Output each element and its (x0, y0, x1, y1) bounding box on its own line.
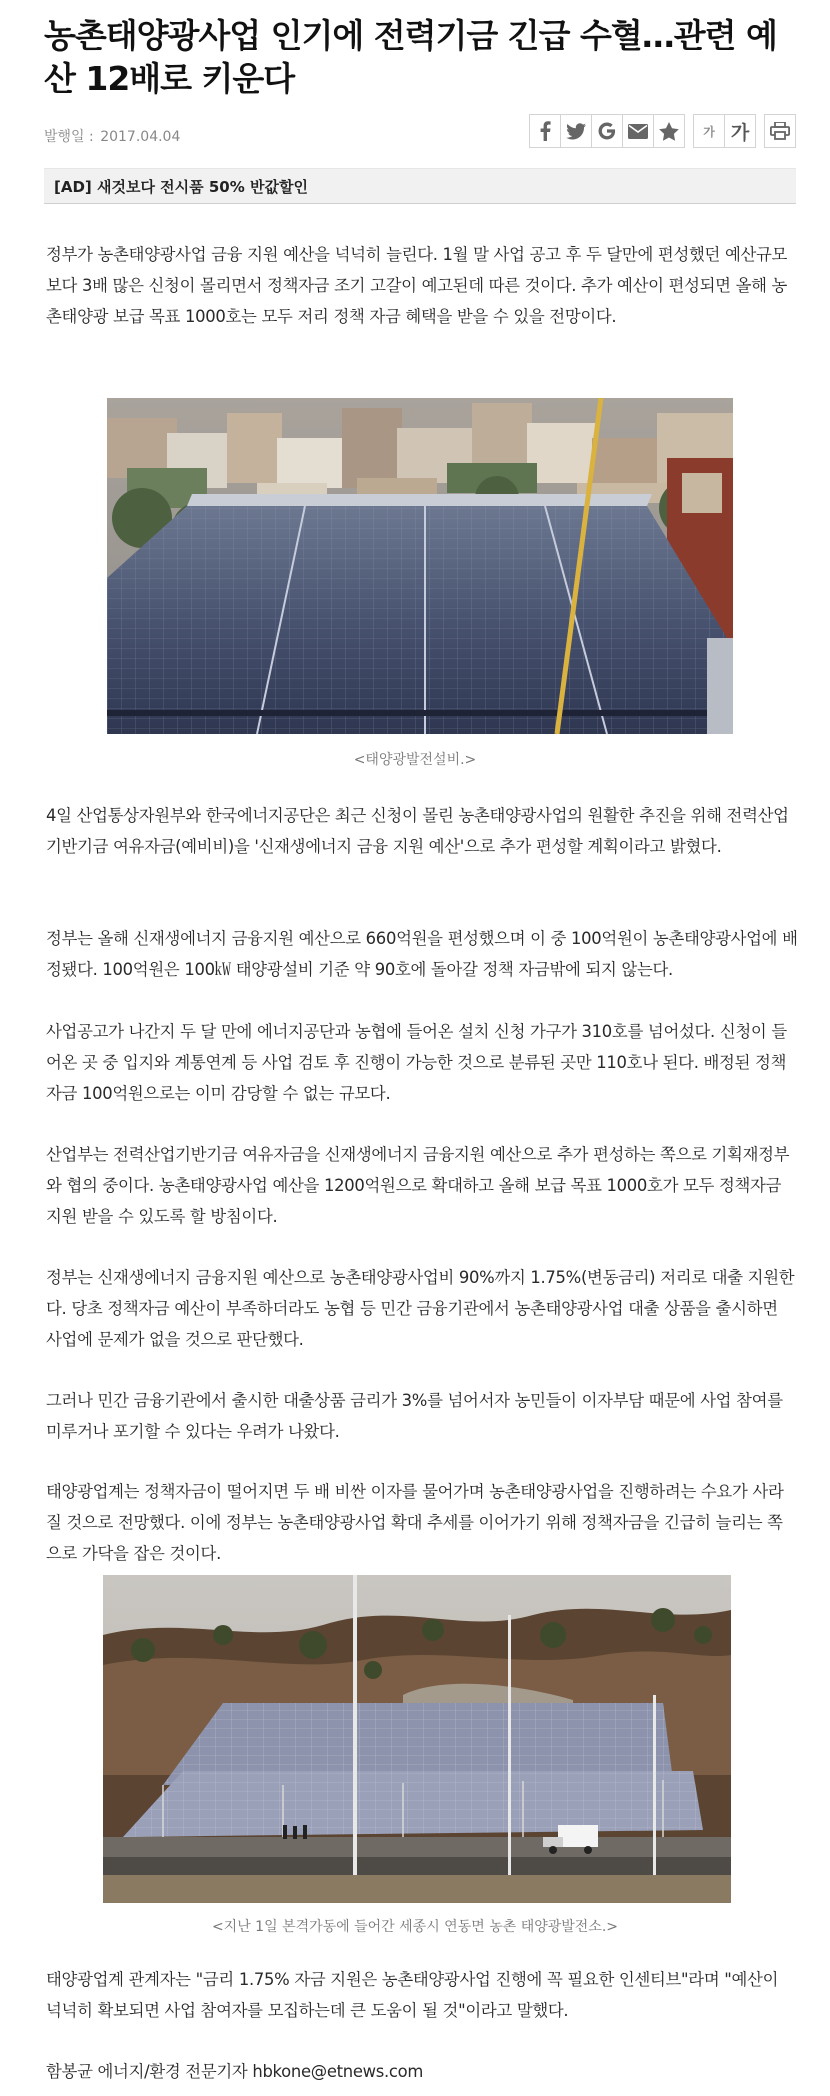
photo-caption-1: <태양광발전설비.> (353, 752, 477, 768)
bookmark-button[interactable] (653, 114, 685, 148)
publish-date-label: 발행일 : (44, 129, 94, 145)
photo-caption-2: <지난 1일 본격가동에 들어간 세종시 연동면 농촌 태양광발전소.> (211, 1919, 619, 1935)
facebook-icon (538, 121, 552, 141)
solar-plant-photo (103, 1575, 731, 1903)
paragraph-7: 그러나 민간 금융기관에서 출시한 대출상품 금리가 3%를 넘어서자 농민들이 이자부담 때문에 사업 참여를 미루거나 포기할 수 있다는 우려가 나왔다. (46, 1391, 783, 1441)
font-larger-button[interactable]: 가 (724, 114, 756, 148)
paragraph-5: 산업부는 전력산업기반기금 여유자금을 신재생에너지 금융지원 예산으로 추가 편성하는 쪽으로 기획재정부와 협의 중이다. 농촌태양광사업 예산을 1200억원으로 확대하고 올해 보급 목표 1000호가 모두 정책자금 지원 받을 수 있도록 할 방침이다. (46, 1145, 790, 1226)
solar-rooftop-photo (107, 398, 733, 734)
twitter-icon (566, 123, 586, 140)
paragraph-8: 태양광업계는 정책자금이 떨어지면 두 배 비싼 이자를 물어가며 농촌태양광사업을 진행하려는 수요가 사라질 것으로 전망했다. 이에 정부는 농촌태양광사업 확대 추세를 이어가기 위해 정책자금을 긴급히 늘리는 쪽으로 가닥을 잡은 것이다. (46, 1482, 784, 1563)
paragraph-1: 정부가 농촌태양광사업 금융 지원 예산을 넉넉히 늘린다. 1월 말 사업 공고 후 두 달만에 편성했던 예산규모 보다 3배 많은 신청이 몰리면서 정책자금 조기 고갈이 예고된데 따른 것이다. 추가 예산이 편성되면 올해 농촌태양광 보급 목표 1000호는 모두 저리 정책 자금 혜택을 받을 수 있을 전망이다. (46, 245, 788, 326)
paragraph-9: 태양광업계 관계자는 "금리 1.75% 자금 지원은 농촌태양광사업 진행에 꼭 필요한 인센티브"라며 "예산이 넉넉히 확보되면 사업 참여자를 모집하는데 큰 도움이 될 것"이라고 말했다. (46, 1970, 779, 2020)
paragraph-6: 정부는 신재생에너지 금융지원 예산으로 농촌태양광사업비 90%까지 1.75%(변동금리) 저리로 대출 지원한다. 당초 정책자금 예산이 부족하더라도 농협 등 민간 금융기관에서 농촌태양광사업 대출 상품을 출시하면 사업에 문제가 없을 것으로 판단했다. (46, 1268, 795, 1349)
byline: 함봉균 에너지/환경 전문기자 hbkone@etnews.com (46, 2062, 423, 2081)
ad-banner[interactable]: [AD] 새것보다 전시품 50% 반값할인 (44, 168, 796, 204)
google-share-button[interactable] (591, 114, 623, 148)
facebook-share-button[interactable] (529, 114, 561, 148)
twitter-share-button[interactable] (560, 114, 592, 148)
print-icon (770, 122, 790, 140)
share-toolbar (530, 114, 796, 148)
paragraph-3: 정부는 올해 신재생에너지 금융지원 예산으로 660억원을 편성했으며 이 중 100억원이 농촌태양광사업에 배정됐다. 100억원은 100㎾ 태양광설비 기준 약 90호에 돌아갈 정책 자금밖에 되지 않는다. (46, 929, 798, 979)
font-smaller-button[interactable]: 가 (693, 114, 725, 148)
article-meta (44, 112, 796, 152)
google-icon (598, 122, 616, 140)
star-icon (659, 122, 679, 141)
print-button[interactable] (764, 114, 796, 148)
paragraph-4: 사업공고가 나간지 두 달 만에 에너지공단과 농협에 들어온 설치 신청 가구가 310호를 넘어섰다. 신청이 들어온 곳 중 입지와 계통연계 등 사업 검토 후 진행이 가능한 것으로 분류된 곳만 110호나 된다. 배정된 정책자금 100억원으로는 이미 감당할 수 없는 규모다. (46, 1022, 787, 1103)
paragraph-2: 4일 산업통상자원부와 한국에너지공단은 최근 신청이 몰린 농촌태양광사업의 원활한 추진을 위해 전력산업기반기금 여유자금(예비비)을 '신재생에너지 금융 지원 예산'으로 추가 편성할 계획이라고 밝혔다. (46, 806, 789, 856)
email-icon (628, 124, 648, 139)
email-share-button[interactable] (622, 114, 654, 148)
article-title: 농촌태양광사업 인기에 전력기금 긴급 수혈…관련 예산 12배로 키운다 (44, 16, 777, 98)
publish-date (44, 126, 180, 146)
publish-date-value: 2017.04.04 (100, 129, 181, 145)
